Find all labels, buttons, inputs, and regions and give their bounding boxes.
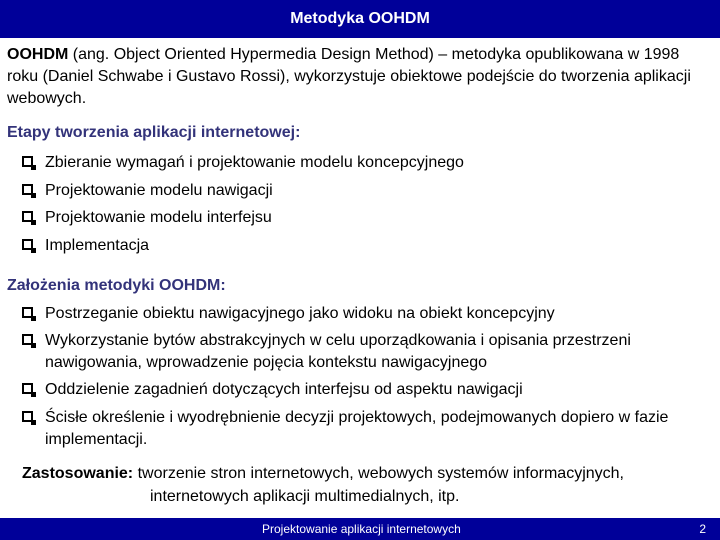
intro-text: (ang. Object Oriented Hypermedia Design Method) – metodyka opublikowana w 1998 roku (Daniel Schwabe i Gustavo Rossi), wykorzystuje obiektowe podejście do tworzenia aplikacji webowych. [7, 46, 691, 107]
checkbox-bullet-icon [22, 184, 33, 195]
checkbox-bullet-icon [22, 156, 33, 167]
list-item: Wykorzystanie bytów abstrakcyjnych w celu uporządkowania i opisania przestrzeni nawigowania, wprowadzenie pojęcia kontekstu nawigacyjnego [22, 330, 712, 379]
page-number: 2 [699, 522, 706, 536]
stages-list [22, 152, 712, 262]
usage-label: Zastosowanie: [22, 465, 134, 482]
checkbox-bullet-icon [22, 383, 33, 394]
list-item: Projektowanie modelu nawigacji [22, 180, 712, 207]
checkbox-bullet-icon [22, 307, 33, 318]
usage-paragraph [22, 462, 712, 508]
slide-title: Metodyka OOHDM [290, 10, 430, 27]
usage-line-2: internetowych aplikacji multimedialnych, itp. [150, 488, 460, 505]
list-item: Oddzielenie zagadnień dotyczących interfejsu od aspektu nawigacji [22, 379, 712, 407]
footer-bar [0, 518, 720, 540]
checkbox-bullet-icon [22, 334, 33, 345]
assumptions-heading: Założenia metodyki OOHDM: [7, 277, 226, 294]
title-bar [0, 0, 720, 38]
list-item: Projektowanie modelu interfejsu [22, 207, 712, 235]
usage-line-1 [22, 462, 712, 485]
stages-heading: Etapy tworzenia aplikacji internetowej: [7, 124, 301, 141]
usage-text-1: tworzenie stron internetowych, webowych systemów informacyjnych, [133, 465, 624, 482]
list-item: Ścisłe określenie i wyodrębnienie decyzji projektowych, podejmowanych dopiero w fazie implementacji. [22, 407, 712, 453]
list-item: Postrzeganie obiektu nawigacyjnego jako widoku na obiekt koncepcyjny [22, 303, 712, 330]
footer-text: Projektowanie aplikacji internetowych [262, 522, 461, 536]
checkbox-bullet-icon [22, 239, 33, 250]
intro-term: OOHDM [7, 46, 69, 63]
assumptions-list [22, 303, 712, 453]
list-item: Implementacja [22, 235, 712, 262]
checkbox-bullet-icon [22, 411, 33, 422]
intro-paragraph [7, 44, 712, 110]
list-item: Zbieranie wymagań i projektowanie modelu koncepcyjnego [22, 152, 712, 180]
checkbox-bullet-icon [22, 211, 33, 222]
